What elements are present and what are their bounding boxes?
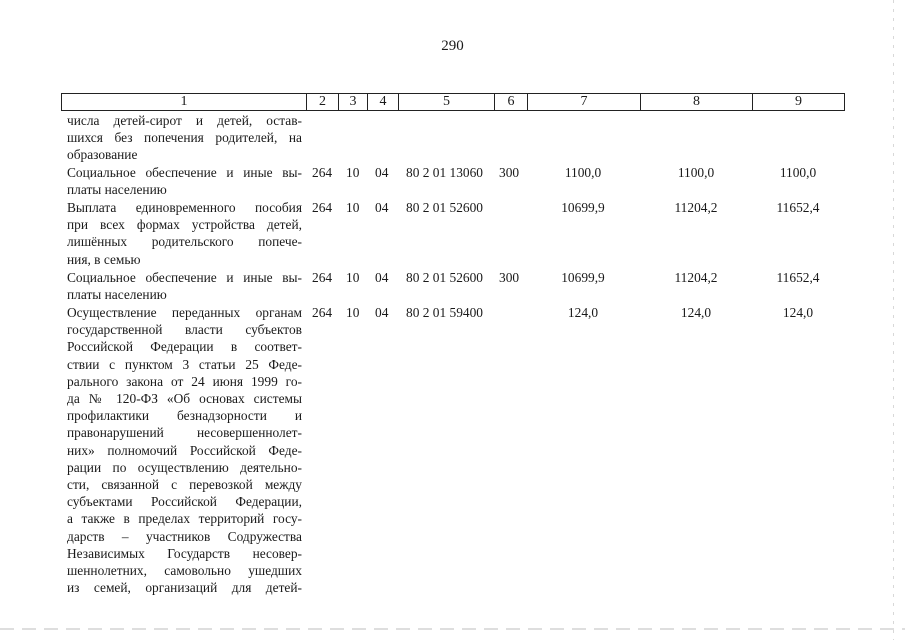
description-line: платы населению	[67, 182, 167, 198]
cell-subsection: 04	[375, 305, 389, 320]
description-line: субъектами Российской Федерации,	[67, 494, 302, 510]
column-header-6: 6	[495, 94, 528, 110]
cell-ministry-code: 264	[312, 305, 333, 320]
description-line: Российской Федерации в соответ-	[67, 339, 302, 355]
cell-ministry-code: 264	[312, 165, 333, 180]
row-description	[67, 304, 302, 596]
description-line: профилактики безнадзорности и	[67, 408, 302, 424]
description-line: Независимых Государств несовер-	[67, 545, 302, 561]
column-header-2: 2	[307, 94, 339, 110]
description-line: шихся без попечения родителей, на	[67, 130, 302, 146]
description-line: правонарушений несовершеннолет-	[67, 425, 302, 441]
page-number: 290	[441, 38, 464, 54]
description-line: ствии с пунктом 3 статьи 25 Феде-	[67, 356, 302, 372]
description-line: шеннолетних, самовольно ушедших	[67, 563, 302, 579]
description-line: государственной власти субъектов	[67, 322, 302, 338]
column-header-3: 3	[339, 94, 368, 110]
cell-amount-col9: 1100,0	[779, 165, 817, 180]
scan-noise-bottom	[0, 628, 905, 630]
row-description	[67, 199, 302, 268]
cell-subsection: 04	[375, 270, 389, 285]
cell-expense-type: 300	[499, 270, 520, 285]
description-line: рального закона от 24 июня 1999 го-	[67, 373, 302, 389]
column-header-5: 5	[399, 94, 495, 110]
description-line: Осуществление переданных органам	[67, 305, 302, 320]
cell-ministry-code: 264	[312, 270, 333, 285]
description-line: при всех формах устройства детей,	[67, 217, 302, 233]
scan-edge-right	[893, 0, 894, 640]
column-header-4: 4	[368, 94, 399, 110]
description-line: числа детей-сирот и детей, остав-	[67, 113, 302, 128]
description-line: да № 120-ФЗ «Об основах системы	[67, 391, 302, 407]
row-description	[67, 164, 302, 198]
cell-subsection: 04	[375, 165, 389, 180]
cell-target-article: 80 2 01 52600	[406, 270, 483, 285]
description-line: а также в пределах территорий госу-	[67, 511, 302, 527]
description-line: лишённых родительского попече-	[67, 234, 302, 250]
column-header-1: 1	[62, 94, 307, 110]
description-line: платы населению	[67, 287, 167, 303]
description-line: сти, связанной с перевозкой между	[67, 477, 302, 493]
description-line: из семей, организаций для детей-	[67, 580, 302, 596]
cell-amount-col7: 124,0	[567, 305, 599, 320]
cell-ministry-code: 264	[312, 200, 333, 215]
cell-target-article: 80 2 01 13060	[406, 165, 483, 180]
description-line: рации по осуществлению деятельно-	[67, 459, 302, 475]
cell-amount-col8: 124,0	[680, 305, 712, 320]
description-line: образование	[67, 147, 138, 163]
row-description	[67, 112, 302, 164]
cell-amount-col8: 11204,2	[674, 270, 718, 285]
column-header-8: 8	[641, 94, 753, 110]
description-line: Выплата единовременного пособия	[67, 200, 302, 215]
cell-target-article: 80 2 01 59400	[406, 305, 483, 320]
cell-amount-col7: 1100,0	[564, 165, 602, 180]
description-line: Социальное обеспечение и иные вы-	[67, 270, 302, 285]
column-header-9: 9	[795, 94, 802, 109]
cell-section: 10	[346, 200, 360, 215]
cell-amount-col9: 124,0	[782, 305, 814, 320]
cell-amount-col9: 11652,4	[776, 270, 820, 285]
description-line: Социальное обеспечение и иные вы-	[67, 165, 302, 180]
cell-target-article: 80 2 01 52600	[406, 200, 483, 215]
cell-amount-col9: 11652,4	[776, 200, 820, 215]
description-line: ния, в семью	[67, 251, 141, 267]
cell-section: 10	[346, 165, 360, 180]
cell-expense-type: 300	[499, 165, 520, 180]
cell-amount-col8: 1100,0	[677, 165, 715, 180]
cell-amount-col8: 11204,2	[674, 200, 718, 215]
description-line: дарств – участников Содружества	[67, 528, 302, 544]
cell-amount-col7: 10699,9	[561, 200, 605, 215]
cell-section: 10	[346, 270, 360, 285]
table-header	[61, 93, 845, 111]
cell-subsection: 04	[375, 200, 389, 215]
column-header-7: 7	[528, 94, 641, 110]
row-description	[67, 269, 302, 303]
cell-amount-col7: 10699,9	[561, 270, 605, 285]
description-line: них» полномочий Российской Феде-	[67, 442, 302, 458]
cell-section: 10	[346, 305, 360, 320]
